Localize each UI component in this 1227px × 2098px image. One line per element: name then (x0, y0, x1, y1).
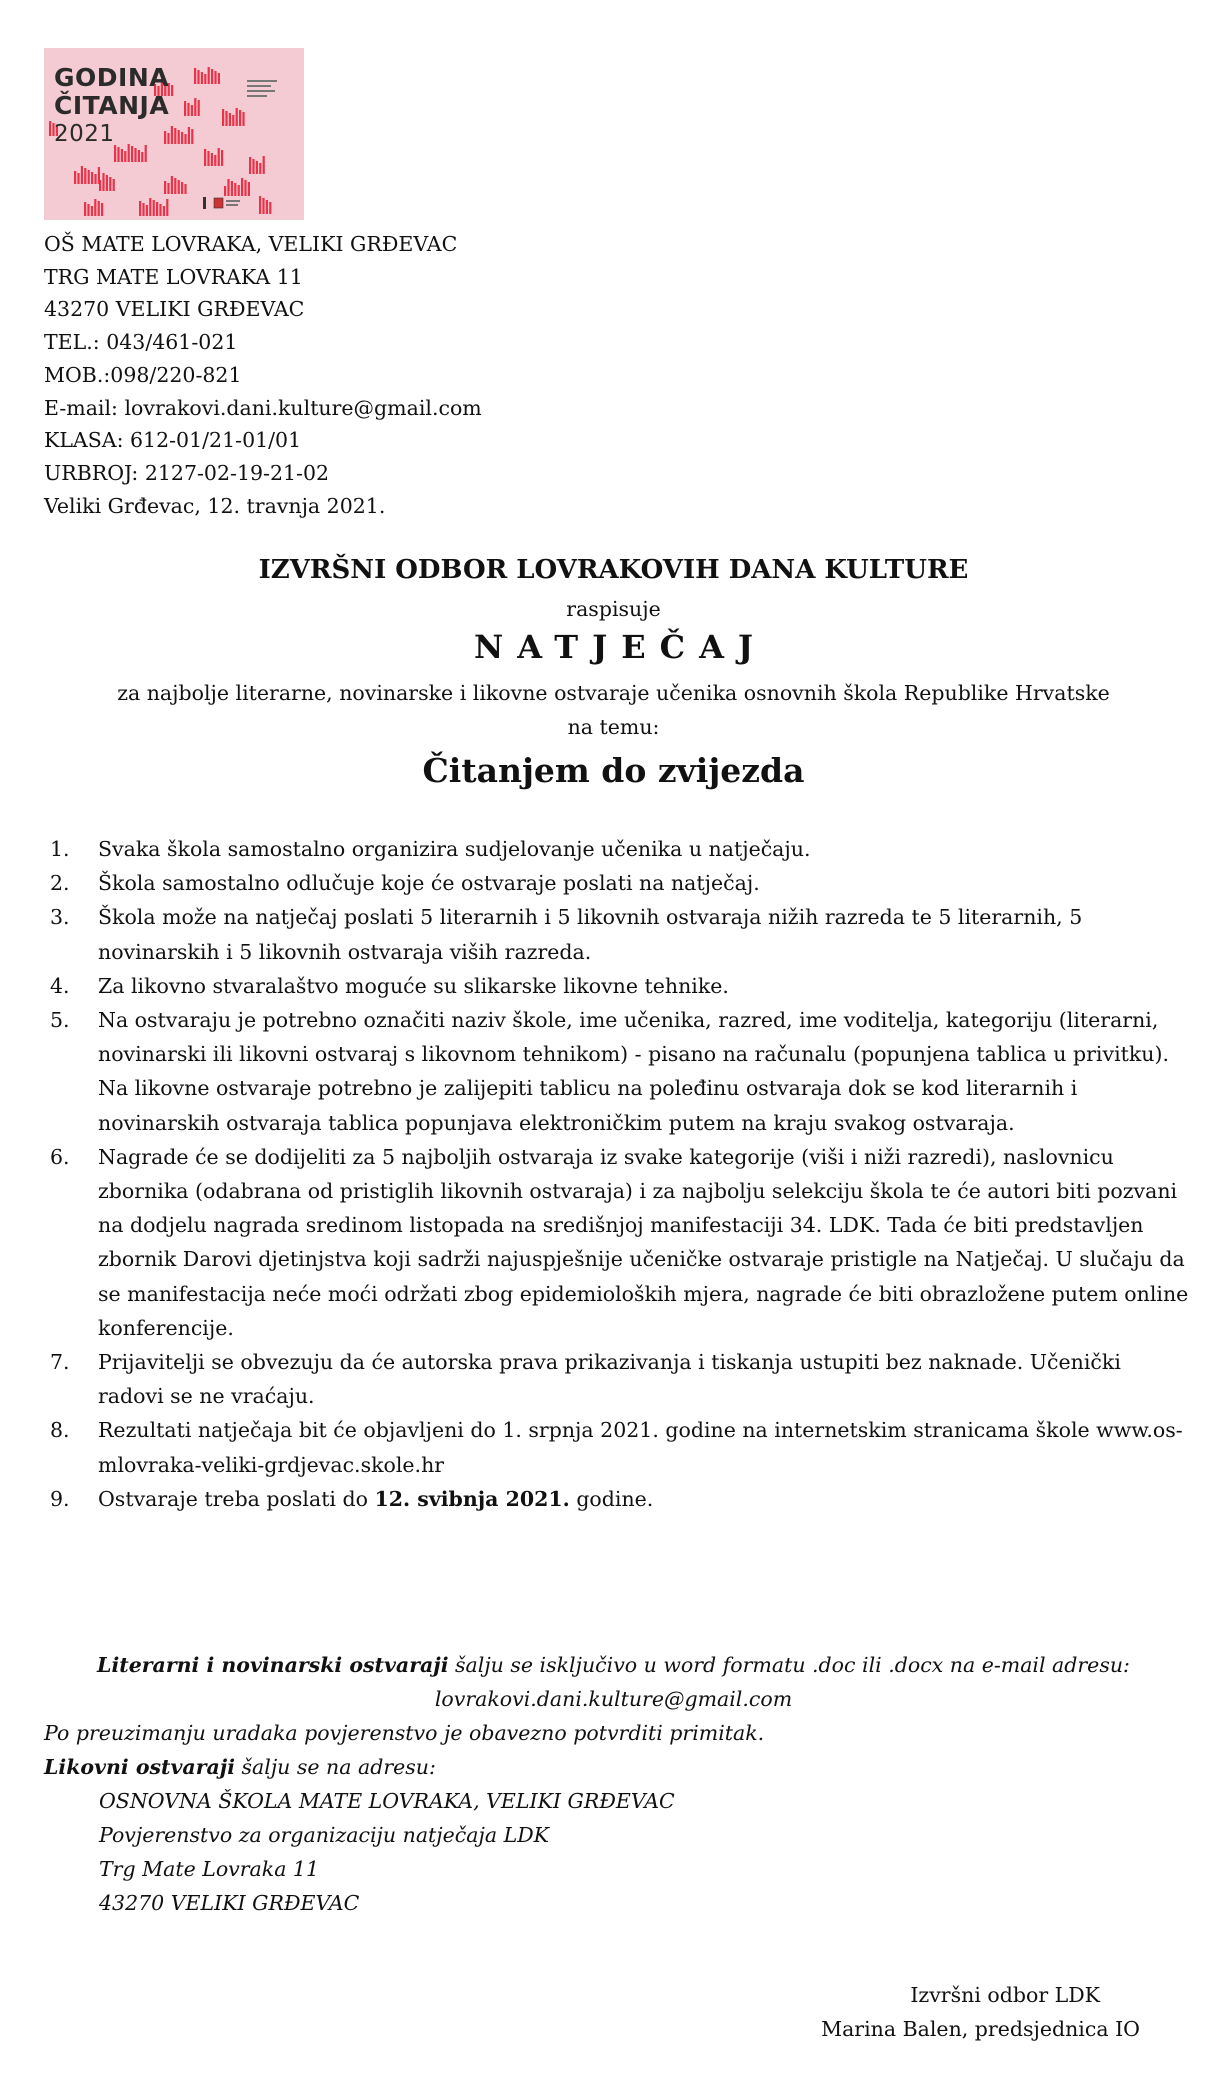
book-bar (156, 202, 158, 216)
book-bar (171, 126, 173, 144)
deadline-date: 12. svibnja 2021. (374, 1486, 570, 1511)
art-submission (0, 1750, 1227, 1784)
book-bar (81, 166, 83, 184)
rule-text: Nagrade će se dodijeliti za 5 najboljih ostvaraja iz svake kategorije (viši i niži razredi), naslovnicu zbornika (odabrana od pristiglih likovnih ostvaraja) i za najbolju selekciju škola te će autori biti pozvani na dodjelu nagrada sredinom listopada na središnjoj manifestaciji 34. LDK. Tada će biti predstavljen zbornik Darovi djetinjstva koji sadrži najuspješnije učeničke ostvaraje pristigle na Natječaj. U slučaju da se manifestacija neće moći održati zbog epidemioloških mjera, nagrade će biti obrazložene putem online konferencije. (98, 1144, 1189, 1340)
rule-text: Škola može na natječaj poslati 5 literarnih i 5 likovnih ostvaraja nižih razreda te 5 literarnih, 5 novinarskih i 5 likovnih ostvaraja viših razreda. (98, 905, 1083, 964)
rule-number: 3. (50, 905, 70, 930)
coat-of-arms-icon (202, 196, 242, 210)
address-line: Povjerenstvo za organizaciju natječaja LDK (99, 1823, 549, 1847)
book-bar (263, 156, 265, 174)
rules-list (50, 832, 1190, 1516)
book-bar (259, 163, 261, 174)
book-bar (214, 155, 216, 166)
address-line: OSNOVNA ŠKOLA MATE LOVRAKA, VELIKI GRĐEVAC (99, 1789, 675, 1813)
header-city: 43270 VELIKI GRĐEVAC (44, 297, 305, 322)
book-bar (121, 149, 123, 162)
header-phone: TEL.: 043/461-021 (44, 330, 238, 355)
logo-line-1: GODINA (54, 63, 170, 92)
book-bar (109, 177, 111, 191)
book-bar (84, 202, 86, 216)
book-bar (214, 71, 216, 84)
ministry-lines-icon (247, 80, 277, 102)
book-bar (229, 113, 231, 126)
book-bar (225, 111, 227, 126)
rule-number: 2. (50, 871, 70, 896)
organization-title: IZVRŠNI ODBOR LOVRAKOVIH DANA KULTURE (258, 555, 969, 585)
book-bar (234, 183, 236, 196)
address-line: Trg Mate Lovraka 11 (99, 1857, 320, 1881)
book-bar (249, 157, 251, 174)
rule-text: Na ostvaraju je potrebno označiti naziv škole, ime učenika, razred, ime voditelja, kategoriju (literarni, novinarski ili likovni ostvaraj s likovnom tehnikom) - pisano na računalu (popunjena tablica u privitku). Na likovne ostvaraje potrebno je zalijepiti tablicu na poleđinu ostvaraja dok se kod literarnih i novinarskih ostvaraja tablica popunjava elektroničkim putem na kraju svakog ostvaraja. (98, 1008, 1170, 1135)
rule-text: Za likovno stvaralaštvo moguće su slikarske likovne tehnike. (98, 973, 729, 998)
book-bar (94, 199, 96, 216)
book-bar (204, 74, 206, 84)
book-bar (198, 100, 200, 116)
book-bar (201, 72, 203, 84)
book-bar (187, 103, 189, 116)
book-bar (266, 200, 268, 214)
header-date: Veliki Grđevac, 12. travnja 2021. (44, 493, 386, 518)
rule-text-before: Ostvaraje treba poslati do (98, 1486, 375, 1511)
book-bar (159, 204, 161, 216)
book-bar (74, 171, 76, 184)
book-bar (244, 180, 246, 196)
book-bar (98, 201, 100, 216)
book-bar (131, 146, 133, 162)
art-instructions: šalju se na adresu: (235, 1755, 436, 1779)
book-bar (194, 68, 196, 84)
book-bar (91, 206, 93, 216)
book-bar (139, 201, 141, 216)
book-bar (113, 179, 115, 191)
book-bar (194, 98, 196, 116)
signature-role: Izvršni odbor LDK (910, 1983, 1100, 2007)
book-bar (163, 206, 165, 216)
header-urbroj: URBROJ: 2127-02-19-21-02 (44, 460, 330, 485)
signature-block (821, 1978, 1140, 2046)
book-bar (232, 115, 234, 126)
rule-item (50, 1345, 1190, 1413)
book-bar (141, 152, 143, 162)
rule-item (50, 900, 1190, 968)
book-bar (191, 105, 193, 116)
book-bar (248, 182, 250, 196)
logo-text (54, 64, 169, 148)
book-bar (142, 203, 144, 216)
book-bar (208, 67, 210, 84)
book-bar (221, 150, 223, 166)
book-bar (102, 173, 104, 191)
book-bar (49, 121, 51, 136)
book-bar (77, 173, 79, 184)
book-bar (218, 148, 220, 166)
book-bar (153, 200, 155, 216)
rule-item (50, 1003, 1190, 1140)
rule-number: 1. (50, 837, 70, 861)
book-bar (218, 73, 220, 84)
book-bar (124, 151, 126, 162)
book-bar (94, 174, 96, 184)
book-bar (207, 151, 209, 166)
art-label: Likovni ostvaraji (44, 1755, 235, 1779)
book-bar (178, 130, 180, 144)
book-bar (134, 148, 136, 162)
rule-item (50, 1140, 1190, 1345)
competition-title: NATJEČAJ (473, 628, 768, 666)
book-bar (238, 185, 240, 196)
book-bar (191, 129, 193, 144)
subtitle-line-1: za najbolje literarne, novinarske i likovne ostvaraje učenika osnovnih škola Republike Hrvatske (117, 681, 1110, 705)
book-bar (269, 202, 271, 214)
book-bar (171, 85, 173, 96)
competition-theme: Čitanjem do zvijezda (422, 751, 805, 790)
book-bar (222, 109, 224, 126)
book-bar (91, 172, 93, 184)
school-header (44, 228, 482, 522)
literary-submission (0, 1648, 1227, 1682)
header-email: E-mail: lovrakovi.dani.kulture@gmail.com (44, 395, 482, 420)
rule-number: 8. (50, 1418, 70, 1443)
address-line: 43270 VELIKI GRĐEVAC (99, 1891, 360, 1915)
book-bar (117, 147, 119, 162)
book-bar (181, 182, 183, 194)
book-bar (171, 176, 173, 194)
godina-citanja-logo (44, 48, 304, 220)
book-bar (236, 108, 238, 126)
book-bar (197, 70, 199, 84)
book-bar (184, 134, 186, 144)
book-bar (87, 204, 89, 216)
competition-subtitle (0, 676, 1227, 744)
logo-line-2: ČITANJA (54, 91, 170, 120)
rule-number: 4. (50, 973, 70, 998)
confirmation-note: Po preuzimanju uradaka povjerenstvo je obavezno potvrditi primitak. (44, 1721, 765, 1745)
book-bar (211, 153, 213, 166)
rule-number: 7. (50, 1350, 70, 1375)
header-school-name: OŠ MATE LOVRAKA, VELIKI GRĐEVAC (44, 232, 458, 256)
submission-email[interactable]: lovrakovi.dani.kulture@gmail.com (434, 1687, 793, 1711)
book-bar (188, 127, 190, 144)
rule-number: 5. (50, 1008, 70, 1033)
rule-item (50, 1482, 1190, 1516)
rule-text-after: godine. (569, 1486, 654, 1511)
book-bar (259, 196, 261, 214)
rule-text: Rezultati natječaja bit će objavljeni do 1. srpnja 2021. godine na internetskim stranicama škole www.os-mlovraka-veliki-grdjevac.skole.hr (98, 1418, 1183, 1477)
rule-item (50, 969, 1190, 1003)
book-bar (262, 198, 264, 214)
literary-instructions: šalju se isključivo u word formatu .doc ili .docx na e-mail adresu: (448, 1653, 1130, 1677)
book-bar (149, 198, 151, 216)
book-bar (174, 128, 176, 144)
book-bar (181, 132, 183, 144)
book-bar (88, 170, 90, 184)
rule-number: 9. (50, 1486, 70, 1511)
rule-number: 6. (50, 1144, 70, 1169)
header-mobile: MOB.:098/220-821 (44, 362, 242, 387)
book-bar (106, 175, 108, 191)
logo-side-text (247, 80, 297, 105)
book-bar (99, 180, 101, 191)
book-bar (224, 186, 226, 196)
book-bar (101, 203, 103, 216)
book-bar (184, 101, 186, 116)
book-bar (239, 110, 241, 126)
header-klasa: KLASA: 612-01/21-01/01 (44, 428, 302, 453)
subtitle-line-2: na temu: (567, 715, 660, 739)
rule-text: Prijavitelji se obvezuju da će autorska prava prikazivanja i tiskanja ustupiti bez naknade. Učenički radovi se ne vraćaju. (98, 1350, 1121, 1409)
book-bar (252, 159, 254, 174)
book-bar (146, 205, 148, 216)
logo-year: 2021 (54, 121, 115, 147)
book-bar (204, 149, 206, 166)
book-bar (241, 178, 243, 196)
book-bar (166, 199, 168, 216)
book-bar (184, 184, 186, 194)
book-bar (138, 150, 140, 162)
book-bar (178, 180, 180, 194)
book-bar (164, 181, 166, 194)
book-bar (242, 112, 244, 126)
book-bar (227, 179, 229, 196)
rule-text: Škola samostalno odlučuje koje će ostvaraje poslati na natječaj. (98, 871, 760, 896)
book-bar (167, 183, 169, 194)
book-bar (256, 161, 258, 174)
announces-label: raspisuje (566, 597, 661, 621)
book-bar (211, 69, 213, 84)
book-bar (174, 178, 176, 194)
header-street: TRG MATE LOVRAKA 11 (44, 264, 303, 289)
rule-item (50, 1413, 1190, 1481)
book-bar (231, 181, 233, 196)
rule-item (50, 832, 1190, 866)
literary-label: Literarni i novinarski ostvaraji (97, 1653, 449, 1677)
rule-text: Svaka škola samostalno organizira sudjelovanje učenika u natječaju. (98, 837, 811, 861)
book-bar (84, 168, 86, 184)
rule-item (50, 866, 1190, 900)
submission-section (0, 1648, 1227, 1920)
signature-name: Marina Balen, predsjednica IO (821, 2017, 1140, 2041)
